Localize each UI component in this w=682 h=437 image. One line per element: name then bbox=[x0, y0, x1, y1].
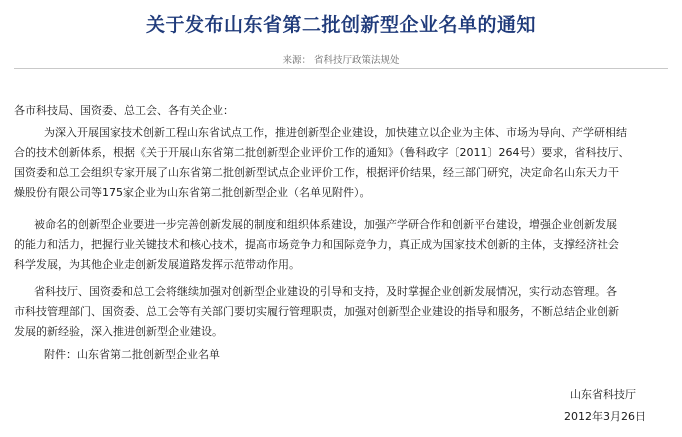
attachment-note: 附件：山东省第二批创新型企业名单 bbox=[44, 348, 220, 361]
paragraph-line: 省科技厅、国资委和总工会将继续加强对创新型企业建设的引导和支持，及时掌握企业创新发展情况，实行动态管理。各 bbox=[34, 285, 617, 298]
paragraph-line: 为深入开展国家技术创新工程山东省试点工作，推进创新型企业建设，加快建立以企业为主体、市场为导向、产学研相结 bbox=[44, 126, 627, 139]
paragraph-line: 科学发展，为其他企业走创新发展道路发挥示范带动作用。 bbox=[14, 258, 300, 271]
paragraph-line: 燥股份有限公司等175家企业为山东省第二批创新型企业（名单见附件）。 bbox=[14, 186, 371, 199]
paragraph-line: 合的技术创新体系，根据《关于开展山东省第二批创新型企业评价工作的通知》（鲁科政字〔2011〕264号）要求，省科技厅、 bbox=[14, 146, 630, 159]
signature-date: 2012年3月26日 bbox=[564, 410, 646, 423]
source-line: 来源： 省科技厅政策法规处 bbox=[282, 55, 400, 66]
paragraph-line: 发展的新经验，深入推进创新型企业建设。 bbox=[14, 325, 223, 338]
page-title: 关于发布山东省第二批创新型企业名单的通知 bbox=[145, 14, 536, 36]
signature-org: 山东省科技厅 bbox=[570, 388, 636, 401]
paragraph-line: 被命名的创新型企业要进一步完善创新发展的制度和组织体系建设，加强产学研合作和创新平台建设，增强企业创新发展 bbox=[34, 218, 617, 231]
paragraph-line: 的能力和活力，把握行业关键技术和核心技术，提高市场竞争力和国际竞争力，真正成为国家技术创新的主体，支撑经济社会 bbox=[14, 238, 619, 251]
salutation: 各市科技局、国资委、总工会、各有关企业： bbox=[14, 104, 234, 117]
paragraph-line: 国资委和总工会组织专家开展了山东省第二批创新型试点企业评价工作，根据评价结果，经三部门研究，决定命名山东天力干 bbox=[14, 166, 619, 179]
paragraph-line: 市科技管理部门、国资委、总工会等有关部门要切实履行管理职责，加强对创新型企业建设的指导和服务，不断总结企业创新 bbox=[14, 305, 619, 318]
divider bbox=[14, 68, 668, 69]
